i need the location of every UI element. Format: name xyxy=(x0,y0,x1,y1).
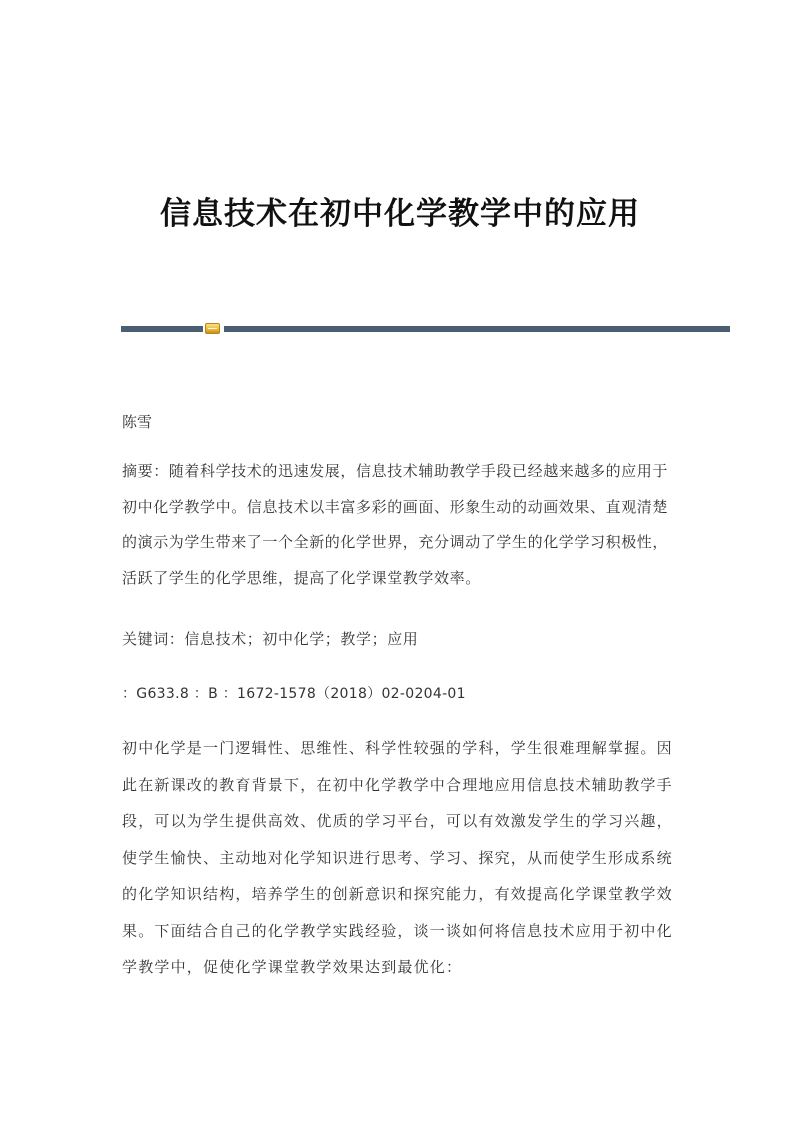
title-divider-left xyxy=(121,326,203,332)
classification-line: ：G633.8 ：B ：1672-1578（2018）02-0204-01 xyxy=(122,686,466,702)
abstract-paragraph: 摘要：随着科学技术的迅速发展，信息技术辅助教学手段已经越来越多的应用于初中化学教学中。信息技术以丰富多彩的画面、形象生动的动画效果、直观清楚的演示为学生带来了一个全新的化学世界，充分调动了学生的化学学习积极性，活跃了学生的化学思维，提高了化学课堂教学效率。 xyxy=(122,462,669,587)
body-paragraph: 初中化学是一门逻辑性、思维性、科学性较强的学科，学生很难理解掌握。因此在新课改的教育背景下，在初中化学教学中合理地应用信息技术辅助教学手段，可以为学生提供高效、优质的学习平台，可以有效激发学生的学习兴趣，使学生愉快、主动地对化学知识进行思考、学习、探究，从而使学生形成系统的化学知识结构，培养学生的创新意识和探究能力，有效提高化学课堂教学效果。下面结合自己的化学教学实践经验，谈一谈如何将信息技术应用于初中化学教学中，促使化学课堂教学效果达到最优化： xyxy=(122,739,673,976)
document-title: 信息技术在初中化学教学中的应用 xyxy=(160,196,640,232)
divider-ornament-icon xyxy=(205,323,220,334)
title-divider-right xyxy=(224,326,730,332)
author-name: 陈雪 xyxy=(122,413,153,431)
keywords-line: 关键词：信息技术；初中化学；教学；应用 xyxy=(122,630,419,648)
